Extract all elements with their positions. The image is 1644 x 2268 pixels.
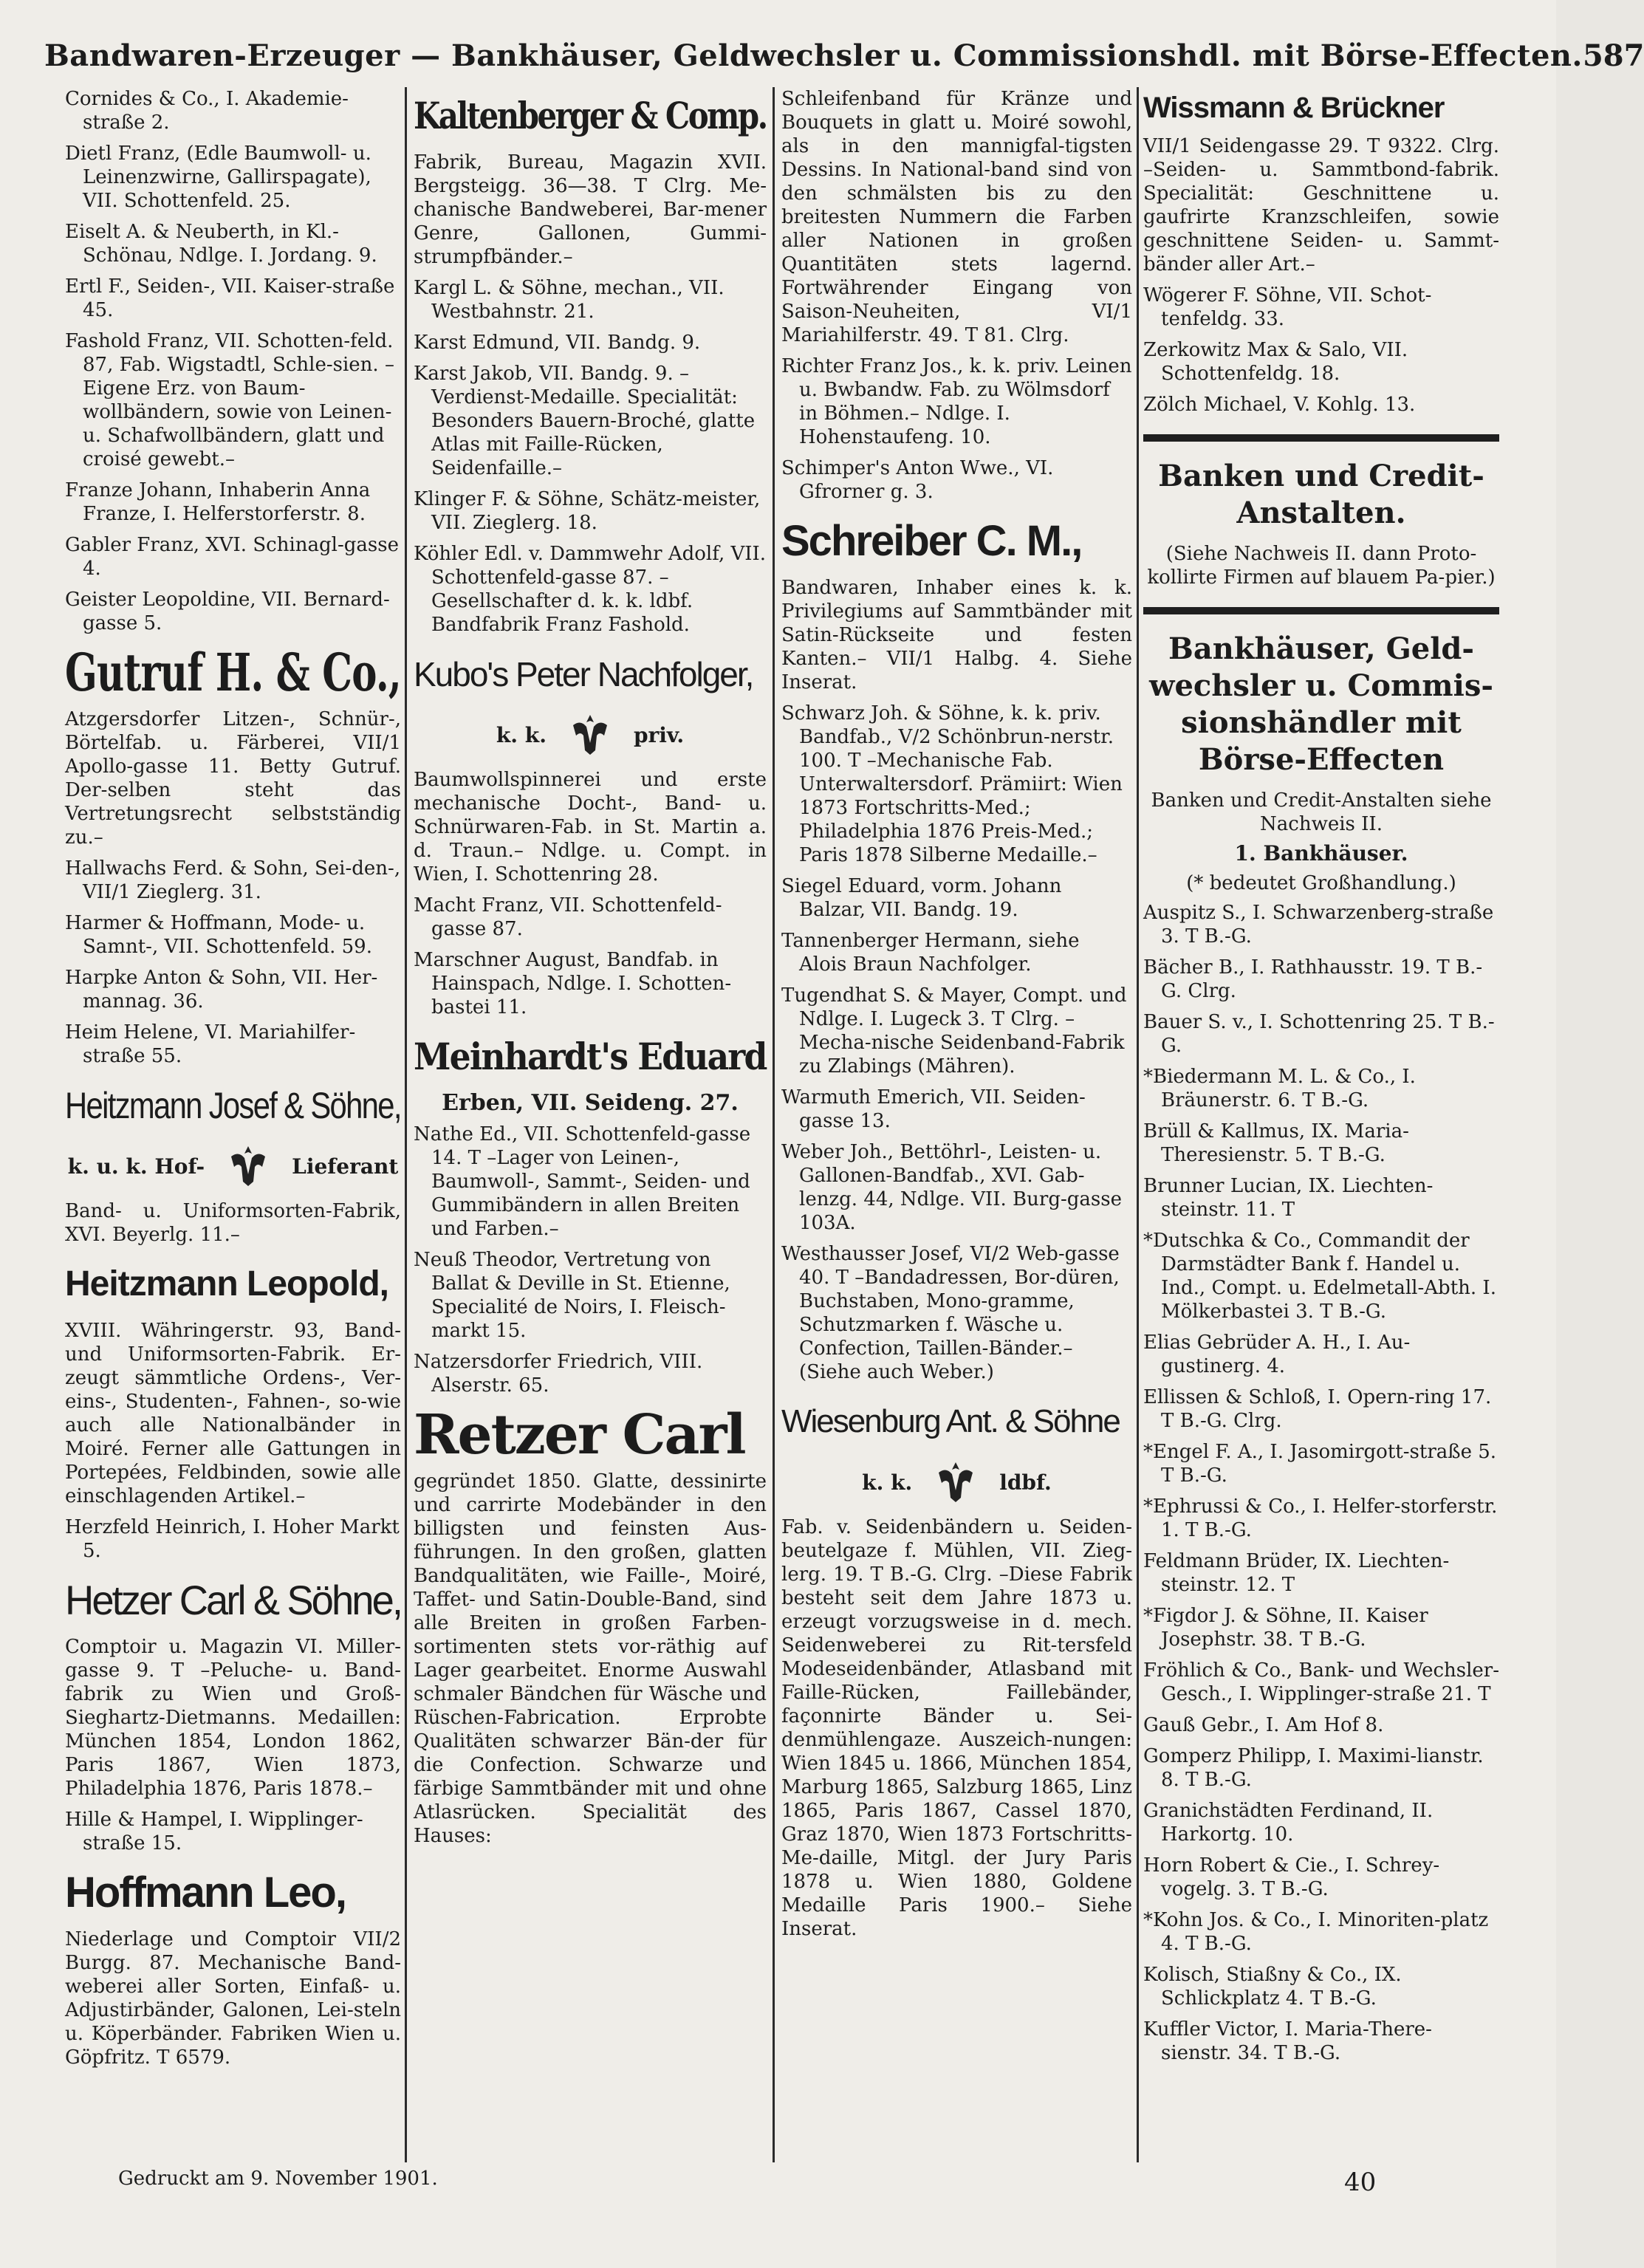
entry: Fashold Franz, VII. Schotten-feld. 87, Fab. Wigstadtl, Schle-sien. –Eigene Erz. von Baum-wollbändern, sowie von Leinen- u. Schafwollbändern, glatt und croisé gewebt.– (65, 330, 394, 470)
entry: Cornides & Co., I. Akademie-straße 2. (65, 88, 349, 134)
page-header (44, 38, 1644, 90)
display-heading: Wissmann & Brückner (1143, 92, 1445, 124)
seal-right-text: priv. (633, 722, 685, 747)
entry: Kolisch, Stiaßny & Co., IX. Schlickplatz 4. T B.-G. (1143, 1964, 1402, 2010)
section-title: Bankhäuser, Geld-wechsler u. Commis-sionshändler mit Börse-Effecten (1149, 631, 1493, 777)
display-heading: Kaltenberger & Comp. (414, 94, 767, 137)
entry: Gomperz Philipp, I. Maximi-lianstr. 8. T B.-G. (1143, 1745, 1484, 1791)
display-entry-text: Comptoir u. Magazin VI. Miller-gasse 9. T –Peluche- u. Band-fabrik zu Wien und Groß-Sieghartz-Dietmanns. Medaillen: München 1854, London 1862, Paris 1867, Wien 1873, Philadelphia 1876, Paris 1878.– (65, 1636, 401, 1800)
entry: Natzersdorfer Friedrich, VIII. Alserstr. 65. (414, 1351, 703, 1397)
column-4 (1143, 87, 1499, 2140)
column-2 (414, 87, 767, 2140)
entry: Herzfeld Heinrich, I. Hoher Markt 5. (65, 1516, 400, 1562)
entry: *Figdor J. & Söhne, II. Kaiser Josephstr. 38. T B.-G. (1143, 1605, 1428, 1651)
entry: Köhler Edl. v. Dammwehr Adolf, VII. Schottenfeld-gasse 87. –Gesellschafter d. k. k. ldbf. Bandfabrik Franz Fashold. (414, 543, 767, 636)
display-heading: Wiesenburg Ant. & Söhne (781, 1403, 1120, 1439)
seal-row (65, 1140, 401, 1192)
page-number: 587 (1582, 38, 1644, 73)
double-eagle-icon (564, 709, 616, 761)
entry: Hallwachs Ferd. & Sohn, Sei-den-, VII/1 Zieglerg. 31. (65, 857, 401, 903)
entry: Bauer S. v., I. Schottenring 25. T B.-G. (1143, 1011, 1495, 1057)
entry: Weber Joh., Bettöhrl-, Leisten- u. Gallonen-Bandfab., XVI. Gab-lenzg. 44, Ndlge. VII. Burg-gasse 103A. (781, 1141, 1122, 1234)
entry: Schwarz Joh. & Söhne, k. k. priv. Bandfab., V/2 Schönbrun-nerstr. 100. T –Mechanische Fab. Unterwaltersdorf. Prämiirt: Wien 1873 Fortschritts-Med.; Philadelphia 1876 Preis-Med.; Paris 1878 Silberne Medaille.– (781, 702, 1123, 866)
entry: Harpke Anton & Sohn, VII. Her-mannag. 36. (65, 967, 378, 1013)
entry: Tugendhat S. & Mayer, Compt. und Ndlge. I. Lugeck 3. T Clrg. –Mecha-nische Seidenband-Fabrik zu Zlabings (Mähren). (781, 984, 1127, 1078)
display-entry-text: Atzgersdorfer Litzen-, Schnür-, Börtelfab. u. Färberei, VII/1 Apollo-gasse 11. Betty Gutruf. Der-selben steht das Vertretungsrecht selbstständig zu.– (65, 708, 401, 849)
entry: Brüll & Kallmus, IX. Maria-Theresienstr. 5. T B.-G. (1143, 1120, 1409, 1166)
entry: Feldmann Brüder, IX. Liechten-steinstr. 12. T (1143, 1550, 1450, 1596)
subsection-title: 1. Bankhäuser. (1234, 841, 1408, 866)
entry: *Dutschka & Co., Commandit der Darmstädter Bank f. Handel u. Ind., Compt. u. Edelmetall-Abth. I. Mölkerbastei 3. T B.-G. (1143, 1230, 1496, 1323)
entry: Elias Gebrüder A. H., I. Au-gustinerg. 4. (1143, 1332, 1411, 1377)
column-1 (65, 87, 401, 2140)
section-divider (1143, 434, 1499, 442)
section-note: (Siehe Nachweis II. dann Proto-kollirte Firmen auf blauem Pa-pier.) (1147, 543, 1496, 589)
entry: Horn Robert & Cie., I. Schrey-vogelg. 3. T B.-G. (1143, 1854, 1440, 1900)
subsection-note: (* bedeutet Großhandlung.) (1186, 872, 1456, 894)
entry: Warmuth Emerich, VII. Seiden-gasse 13. (781, 1086, 1086, 1132)
entry: Bächer B., I. Rathhausstr. 19. T B.-G. Clrg. (1143, 956, 1483, 1002)
entry: *Engel F. A., I. Jasomirgott-straße 5. T B.-G. (1143, 1441, 1497, 1487)
section-title: Banken und Credit-Anstalten. (1158, 459, 1484, 530)
entry: Ertl F., Seiden-, VII. Kaiser-straße 45. (65, 275, 395, 321)
section-divider (1143, 607, 1499, 614)
column-3 (781, 87, 1132, 2140)
entry: Auspitz S., I. Schwarzenberg-straße 3. T B.-G. (1143, 902, 1494, 948)
entry: Heim Helene, VI. Mariahilfer-straße 55. (65, 1021, 356, 1067)
double-eagle-icon (222, 1140, 274, 1192)
entry: Marschner August, Bandfab. in Hainspach, Ndlge. I. Schotten-bastei 11. (414, 949, 732, 1018)
entry: Klinger F. & Söhne, Schätz-meister, VII. Zieglerg. 18. (414, 488, 761, 534)
display-heading: Schreiber C. M., (781, 517, 1082, 565)
entry: Kargl L. & Söhne, mechan., VII. Westbahnstr. 21. (414, 277, 725, 323)
entry: Richter Franz Jos., k. k. priv. Leinen u. Bwbandw. Fab. zu Wölmsdorf in Böhmen.– Ndlge. I. Hohenstaufeng. 10. (781, 355, 1132, 448)
entry: Zölch Michael, V. Kohlg. 13. (1143, 394, 1416, 416)
entry: Kuffler Victor, I. Maria-There-sienstr. 34. T B.-G. (1143, 2018, 1432, 2064)
display-entry-text: VII/1 Seidengasse 29. T 9322. Clrg. –Seiden- u. Sammtbond-fabrik. Specialität: Geschnittene u. gaufrirte Kranzschleifen, sowie geschnittene Seiden- u. Sammt-bänder aller Art.– (1143, 135, 1499, 275)
display-heading: Hetzer Carl & Söhne, (65, 1577, 402, 1623)
entry: Karst Jakob, VII. Bandg. 9. –Verdienst-Medaille. Specialität: Besonders Bauern-Broché, glatte Atlas mit Faille-Rücken, Seidenfaille.– (414, 363, 756, 479)
entry: Dietl Franz, (Edle Baumwoll- u. Leinenzwirne, Gallirspagate), VII. Schottenfeld. 25. (65, 143, 371, 212)
seal-row (781, 1456, 1132, 1508)
seal-left-text: k. k. (862, 1470, 913, 1495)
display-heading: Retzer Carl (414, 1403, 745, 1467)
entry: Gabler Franz, XVI. Schinagl-gasse 4. (65, 534, 399, 580)
display-heading: Meinhardt's Eduard (414, 1035, 767, 1078)
entry: Franze Johann, Inhaberin Anna Franze, I. Helferstorferstr. 8. (65, 479, 371, 525)
column-rule-2 (773, 87, 775, 2162)
entry: Karst Edmund, VII. Bandg. 9. (414, 332, 701, 354)
display-entry-text: gegründet 1850. Glatte, dessinirte und carrirte Modebänder in den billigsten und feinsten Aus-führungen. In den großen, glatten Bandqualitäten, wie Faille-, Moiré, Taffet- und Satin-Double-Band, sind alle Breiten in großen Farben-sortimenten stets vor-räthig auf Lager gearbeitet. Enorme Auswahl schmaler Bändchen für Wäsche und Rüschen-Fabrication. Erprobte Qualitäten schwarzer Bän-der für die Confection. Schwarze und färbige Sammtbänder mit und ohne Atlasrücken. Specialität des Hauses: (414, 1470, 767, 1847)
display-heading: Hoffmann Leo, (65, 1868, 346, 1916)
display-entry-text: Fab. v. Seidenbändern u. Seiden-beutelgaze f. Mühlen, VII. Zieg-lerg. 19. T B.-G. Clrg. –Diese Fabrik besteht seit dem Jahre 1873 u. erzeugt vorzugsweise in d. mech. Seidenweberei zu Rit-tersfeld Modeseidenbänder, Atlasband mit Faille-Rücken, Faillebänder, façonnirte Bänder u. Sei-denmühlengaze. Auszeich-nungen: Wien 1845 u. 1866, München 1854, Marburg 1865, Salzburg 1865, Linz 1865, Paris 1867, Cassel 1870, Graz 1870, Wien 1873 Fortschritts-Me-daille, Mitgl. der Jury Paris 1878 u. Wien 1880, Goldene Medaille Paris 1900.– Siehe Inserat. (781, 1516, 1132, 1940)
entry: Zerkowitz Max & Salo, VII. Schottenfeldg. 18. (1143, 339, 1408, 385)
seal-left-text: k. k. (496, 722, 547, 747)
seal-right-text: ldbf. (999, 1470, 1052, 1495)
double-eagle-icon (930, 1456, 982, 1508)
entry: Nathe Ed., VII. Schottenfeld-gasse 14. T –Lager von Leinen-, Baumwoll-, Sammt-, Seiden- und Gummibändern in allen Breiten und Farben.– (414, 1123, 751, 1240)
entry: Fröhlich & Co., Bank- und Wechsler-Gesch., I. Wipplinger-straße 21. T (1143, 1659, 1500, 1705)
display-entry-text: Erben, VII. Seideng. 27. (442, 1090, 739, 1116)
display-entry-text: Baumwollspinnerei und erste mechanische Docht-, Band- u. Schnürwaren-Fab. in St. Martin a. d. Traun.– Ndlge. u. Compt. in Wien, I. Schottenring 28. (414, 769, 767, 885)
entry: *Ephrussi & Co., I. Helfer-storferstr. 1. T B.-G. (1143, 1496, 1498, 1541)
seal-left-text: k. u. k. Hof- (67, 1154, 205, 1179)
display-entry-text: Niederlage und Comptoir VII/2 Burgg. 87. Mechanische Band-weberei aller Sorten, Einfaß- u. Adjustirbänder, Galonen, Lei-steln u. Köperbänder. Fabriken Wien u. Göpfritz. T 6579. (65, 1928, 401, 2069)
entry: Granichstädten Ferdinand, II. Harkortg. 10. (1143, 1800, 1434, 1846)
entry: Harmer & Hoffmann, Mode- u. Samnt-, VII. Schottenfeld. 59. (65, 912, 372, 958)
entry: Geister Leopoldine, VII. Bernard-gasse 5. (65, 589, 390, 634)
entry: *Kohn Jos. & Co., I. Minoriten-platz 4. T B.-G. (1143, 1909, 1489, 1955)
display-entry-text: XVIII. Währingerstr. 93, Band- und Uniformsorten-Fabrik. Er-zeugt sämmtliche Ordens-, Ver-eins-, Studenten-, Fahnen-, so-wie auch alle Nationalbänder in Moiré. Ferner alle Gattungen in Portepées, Feldbinden, sowie alle einschlagenden Artikel.– (65, 1320, 401, 1507)
display-entry-text: Bandwaren, Inhaber eines k. k. Privilegiums auf Sammtbänder mit Satin-Rückseite und festen Kanten.– VII/1 Halbg. 4. Siehe Inserat. (781, 577, 1132, 693)
entry: Macht Franz, VII. Schottenfeld-gasse 87. (414, 894, 722, 940)
entry: *Biedermann M. L. & Co., I. Bräunerstr. 6. T B.-G. (1143, 1066, 1416, 1111)
display-heading: Heitzmann Leopold, (65, 1264, 388, 1303)
display-heading: Gutruf H. & Co., (65, 642, 402, 703)
entry: Tannenberger Hermann, siehe Alois Braun Nachfolger. (781, 930, 1080, 976)
display-entry-text: Schleifenband für Kränze und Bouquets in glatt u. Moiré sowohl, als in den mannigfal-tigsten Dessins. In National-band sind von den schmälsten bis zu den breitesten Nummern die Farben aller Nationen in großen Quantitäten stets lagernd. Fortwährender Eingang von Saison-Neuheiten, VI/1 Mariahilferstr. 49. T 81. Clrg. (781, 88, 1132, 346)
seal-row (414, 709, 767, 761)
entry: Wögerer F. Söhne, VII. Schot-tenfeldg. 33. (1143, 284, 1432, 330)
print-date: Gedruckt am 9. November 1901. (118, 2168, 438, 2190)
entry: Westhausser Josef, VI/2 Web-gasse 40. T –Bandadressen, Bor-düren, Buchstaben, Mono-gramme, Schutzmarken f. Wäsche u. Confection, Taillen-Bänder.– (Siehe auch Weber.) (781, 1243, 1120, 1383)
entry: Brunner Lucian, IX. Liechten-steinstr. 11. T (1143, 1175, 1434, 1221)
entry: Ellissen & Schloß, I. Opern-ring 17. T B.-G. Clrg. (1143, 1386, 1492, 1432)
column-rule-1 (405, 87, 407, 2162)
entry: Neuß Theodor, Vertretung von Ballat & Deville in St. Etienne, Specialité de Noirs, I. Fleisch-markt 15. (414, 1249, 730, 1342)
entry: Gauß Gebr., I. Am Hof 8. (1143, 1714, 1384, 1736)
entry: Eiselt A. & Neuberth, in Kl.-Schönau, Ndlge. I. Jordang. 9. (65, 221, 377, 267)
display-entry-text: Band- u. Uniformsorten-Fabrik, XVI. Beyerlg. 11.– (65, 1200, 401, 1246)
entry: Hille & Hampel, I. Wipplinger-straße 15. (65, 1809, 363, 1854)
running-head: Bandwaren-Erzeuger — Bankhäuser, Geldwechsler u. Commissionshdl. mit Börse-Effecten. (44, 38, 1583, 73)
display-heading: Kubo's Peter Nachfolger, (414, 655, 753, 693)
section-note: Banken und Credit-Anstalten siehe Nachweis II. (1151, 789, 1492, 835)
entry: Siegel Eduard, vorm. Johann Balzar, VII. Bandg. 19. (781, 875, 1062, 921)
sheet-number: 40 (1344, 2168, 1377, 2197)
entry: Schimper's Anton Wwe., VI. Gfrorner g. 3. (781, 457, 1054, 503)
column-rule-3 (1137, 87, 1139, 2162)
seal-right-text: Lieferant (292, 1154, 399, 1179)
display-heading: Heitzmann Josef & Söhne, (65, 1085, 401, 1126)
display-entry-text: Fabrik, Bureau, Magazin XVII. Bergsteigg. 36—38. T Clrg. Me-chanische Bandweberei, Bar-mener Genre, Gallonen, Gummi-strumpfbänder.– (414, 151, 767, 268)
